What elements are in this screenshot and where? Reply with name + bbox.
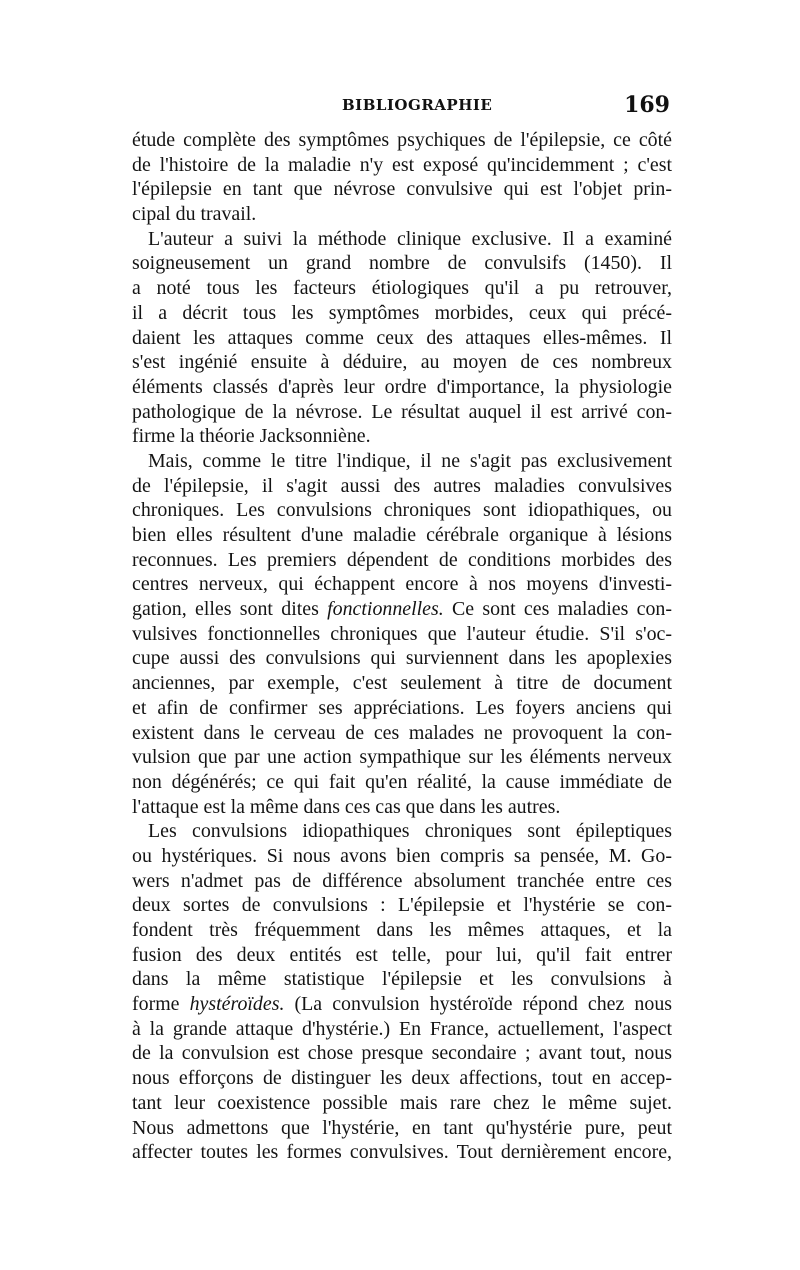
text-line: fusion des deux entités est telle, pour lui, qu'il fait entrer <box>132 943 672 966</box>
text-line: Les convulsions idiopathiques chroniques sont épileptiques <box>148 820 672 843</box>
text-line: pathologique de la névrose. Le résultat auquel il est arrivé con- <box>132 400 672 423</box>
text-line: tant leur coexistence possible mais rare chez le même sujet. <box>132 1091 672 1114</box>
text-line: existent dans le cerveau de ces malades ne provoquent la con- <box>132 721 672 744</box>
text-line: à la grande attaque d'hystérie.) En France, actuellement, l'aspect <box>132 1017 672 1040</box>
text-line: fondent très fréquemment dans les mêmes attaques, et la <box>132 919 672 941</box>
text-line: chroniques. Les convulsions chroniques sont idiopathiques, ou <box>132 499 672 522</box>
italic-term: fonctionnelles. <box>327 598 444 621</box>
text-line: wers n'admet pas de différence absolument tranchée entre ces <box>132 869 672 892</box>
text-line: firme la théorie Jacksonniène. <box>132 425 371 448</box>
text-line: l'épilepsie en tant que névrose convulsive qui est l'objet prin- <box>132 178 672 201</box>
text-segment: gation, elles sont dites <box>132 598 328 621</box>
text-line: dans la même statistique l'épilepsie et les convulsions à <box>132 968 672 991</box>
text-line: nous efforçons de distinguer les deux affections, tout en accep- <box>132 1067 672 1090</box>
text-line: bien elles résultent d'une maladie cérébrale organique à lésions <box>132 524 672 546</box>
text-line: s'est ingénié ensuite à déduire, au moyen de ces nombreux <box>132 351 672 374</box>
text-line: deux sortes de convulsions : L'épilepsie et l'hystérie se con- <box>132 894 672 917</box>
text-segment: (La convulsion hystéroïde répond chez nous <box>284 993 673 1016</box>
text-line: soigneusement un grand nombre de convulsifs (1450). Il <box>132 252 672 275</box>
page-number: 169 <box>624 92 670 118</box>
text-line: vulsion que par une action sympathique sur les éléments nerveux <box>132 746 672 769</box>
text-line: il a décrit tous les symptômes morbides, ceux qui précé- <box>132 301 672 324</box>
body-text <box>132 128 672 1165</box>
text-line: éléments classés d'après leur ordre d'importance, la physiologie <box>132 375 672 398</box>
text-line <box>132 597 672 622</box>
text-line: l'attaque est la même dans ces cas que dans les autres. <box>132 795 561 818</box>
text-line: Nous admettons que l'hystérie, en tant qu'hystérie pure, peut <box>132 1116 672 1139</box>
text-line: cipal du travail. <box>132 203 257 226</box>
text-line: de l'épilepsie, il s'agit aussi des autres maladies convulsives <box>132 474 672 497</box>
text-line: daient les attaques comme ceux des attaques elles-mêmes. Il <box>132 326 672 349</box>
text-line: anciennes, par exemple, c'est seulement à titre de document <box>132 672 672 695</box>
text-line: ou hystériques. Si nous avons bien compris sa pensée, M. Go- <box>132 844 672 867</box>
text-line: vulsives fonctionnelles chroniques que l'auteur étudie. S'il s'oc- <box>132 622 672 645</box>
text-line: Mais, comme le titre l'indique, il ne s'agit pas exclusivement <box>148 449 672 472</box>
text-line <box>132 992 672 1017</box>
italic-term: hystéroïdes. <box>189 993 285 1016</box>
text-segment: Ce sont ces maladies con- <box>443 598 672 621</box>
text-line: non dégénérés; ce qui fait qu'en réalité, la cause immédiate de <box>132 770 672 793</box>
text-line: centres nerveux, qui échappent encore à nos moyens d'investi- <box>132 573 672 596</box>
text-line: reconnues. Les premiers dépendent de conditions morbides des <box>132 548 672 571</box>
text-line: et afin de confirmer ses appréciations. Les foyers anciens qui <box>132 696 672 719</box>
text-line: affecter toutes les formes convulsives. Tout dernièrement encore, <box>132 1141 672 1164</box>
running-head <box>128 92 670 122</box>
text-line: L'auteur a suivi la méthode clinique exclusive. Il a examiné <box>148 227 672 250</box>
text-line: a noté tous les facteurs étiologiques qu'il a pu retrouver, <box>132 277 672 300</box>
text-line: étude complète des symptômes psychiques de l'épilepsie, ce côté <box>132 129 672 151</box>
running-title: BIBLIOGRAPHIE <box>342 96 493 114</box>
text-line: de la convulsion est chose presque secondaire ; avant tout, nous <box>132 1042 672 1065</box>
text-line: de l'histoire de la maladie n'y est exposé qu'incidemment ; c'est <box>132 153 672 176</box>
text-segment: forme <box>132 993 190 1016</box>
text-line: cupe aussi des convulsions qui surviennent dans les apoplexies <box>132 647 672 670</box>
